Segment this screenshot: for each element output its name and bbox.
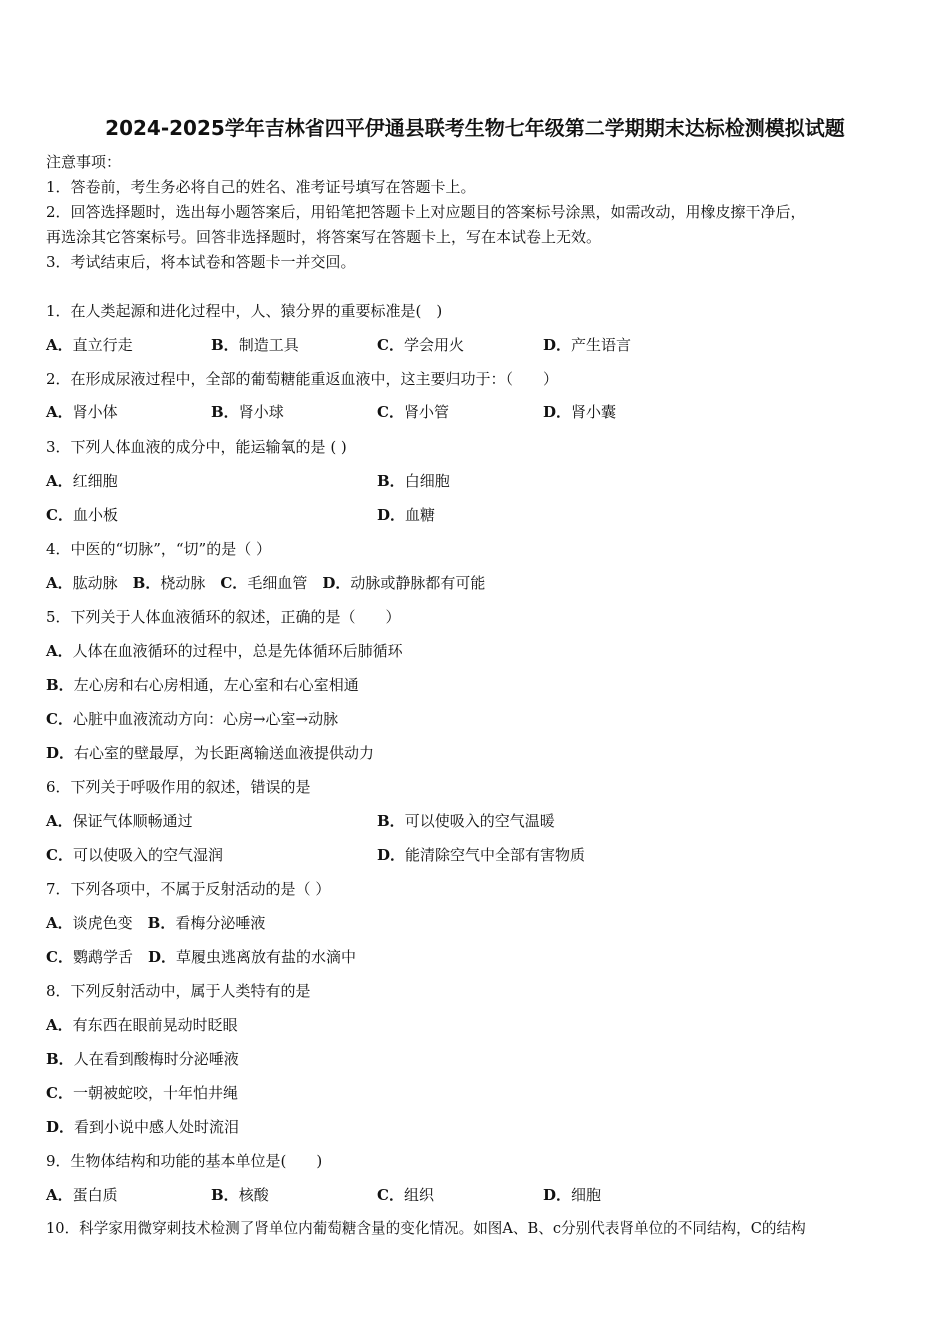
option-d: D．右心室的壁最厚，为长距离输送血液提供动力	[46, 744, 375, 762]
question-stem: 6．下列关于呼吸作用的叙述，错误的是	[46, 778, 311, 796]
question-stem: 7．下列各项中，不属于反射活动的是（ ）	[46, 880, 331, 898]
option-row: C．鹦鹉学舌 D．草履虫逃离放有盐的水滴中	[46, 948, 356, 966]
option-d: D．看到小说中感人处时流泪	[46, 1118, 240, 1136]
option-b: B．可以使吸入的空气温暖	[377, 812, 555, 830]
option-c: C．血小板	[46, 506, 118, 524]
question-stem: 1．在人类起源和进化过程中，人、猿分界的重要标准是( )	[46, 302, 443, 320]
option-a: A．红细胞	[46, 472, 118, 490]
notice-heading: 注意事项：	[46, 153, 122, 171]
option-a: A．直立行走	[46, 336, 133, 354]
option-b: B．核酸	[211, 1186, 269, 1204]
question-stem: 10．科学家用微穿刺技术检测了肾单位内葡萄糖含量的变化情况。如图A、B、c分别代表肾单位的不同结构，C的结构	[46, 1220, 806, 1237]
option-c: C．可以使吸入的空气湿润	[46, 846, 223, 864]
notice-item: 3．考试结束后，将本试卷和答题卡一并交回。	[46, 253, 356, 271]
notice-item: 2．回答选择题时，选出每小题答案后，用铅笔把答题卡上对应题目的答案标号涂黑，如需改动，用橡皮擦干净后，	[46, 203, 806, 221]
notice-item: 1．答卷前，考生务必将自己的姓名、准考证号填写在答题卡上。	[46, 178, 476, 196]
question-stem: 3．下列人体血液的成分中，能运输氧的是 ( )	[46, 438, 347, 456]
option-b: B．人在看到酸梅时分泌唾液	[46, 1050, 239, 1068]
option-c: C．组织	[377, 1186, 434, 1204]
option-d: D．细胞	[543, 1186, 602, 1204]
question-stem: 8．下列反射活动中，属于人类特有的是	[46, 982, 311, 1000]
option-d: D．产生语言	[543, 336, 632, 354]
option-d: D．血糖	[377, 506, 436, 524]
question-stem: 2．在形成尿液过程中，全部的葡萄糖能重返血液中，这主要归功于：（ ）	[46, 370, 559, 388]
option-b: B．肾小球	[211, 403, 284, 421]
option-b: B．制造工具	[211, 336, 299, 354]
question-stem: 4．中医的“切脉”，“切”的是（ ）	[46, 540, 271, 558]
option-c: C．学会用火	[377, 336, 464, 354]
option-c: C．一朝被蛇咬，十年怕井绳	[46, 1084, 238, 1102]
option-d: D．肾小囊	[543, 403, 617, 421]
option-row: A．肱动脉 B．桡动脉 C．毛细血管 D．动脉或静脉都有可能	[46, 574, 486, 592]
option-row: A．谈虎色变 B．看梅分泌唾液	[46, 914, 266, 932]
option-d: D．能清除空气中全部有害物质	[377, 846, 586, 864]
option-c: C．心脏中血液流动方向：心房→心室→动脉	[46, 710, 339, 728]
notice-item: 再选涂其它答案标号。回答非选择题时，将答案写在答题卡上，写在本试卷上无效。	[46, 228, 602, 246]
question-stem: 5．下列关于人体血液循环的叙述，正确的是（ ）	[46, 608, 401, 626]
option-a: A．人体在血液循环的过程中，总是先体循环后肺循环	[46, 642, 403, 660]
page-title: 2024-2025学年吉林省四平伊通县联考生物七年级第二学期期末达标检测模拟试题	[105, 116, 845, 140]
option-b: B．左心房和右心房相通，左心室和右心室相通	[46, 676, 359, 694]
option-b: B．白细胞	[377, 472, 450, 490]
question-stem: 9．生物体结构和功能的基本单位是( )	[46, 1152, 323, 1170]
option-a: A．肾小体	[46, 403, 118, 421]
option-c: C．肾小管	[377, 403, 449, 421]
option-a: A．蛋白质	[46, 1186, 118, 1204]
option-a: A．有东西在眼前晃动时眨眼	[46, 1016, 238, 1034]
option-a: A．保证气体顺畅通过	[46, 812, 193, 830]
